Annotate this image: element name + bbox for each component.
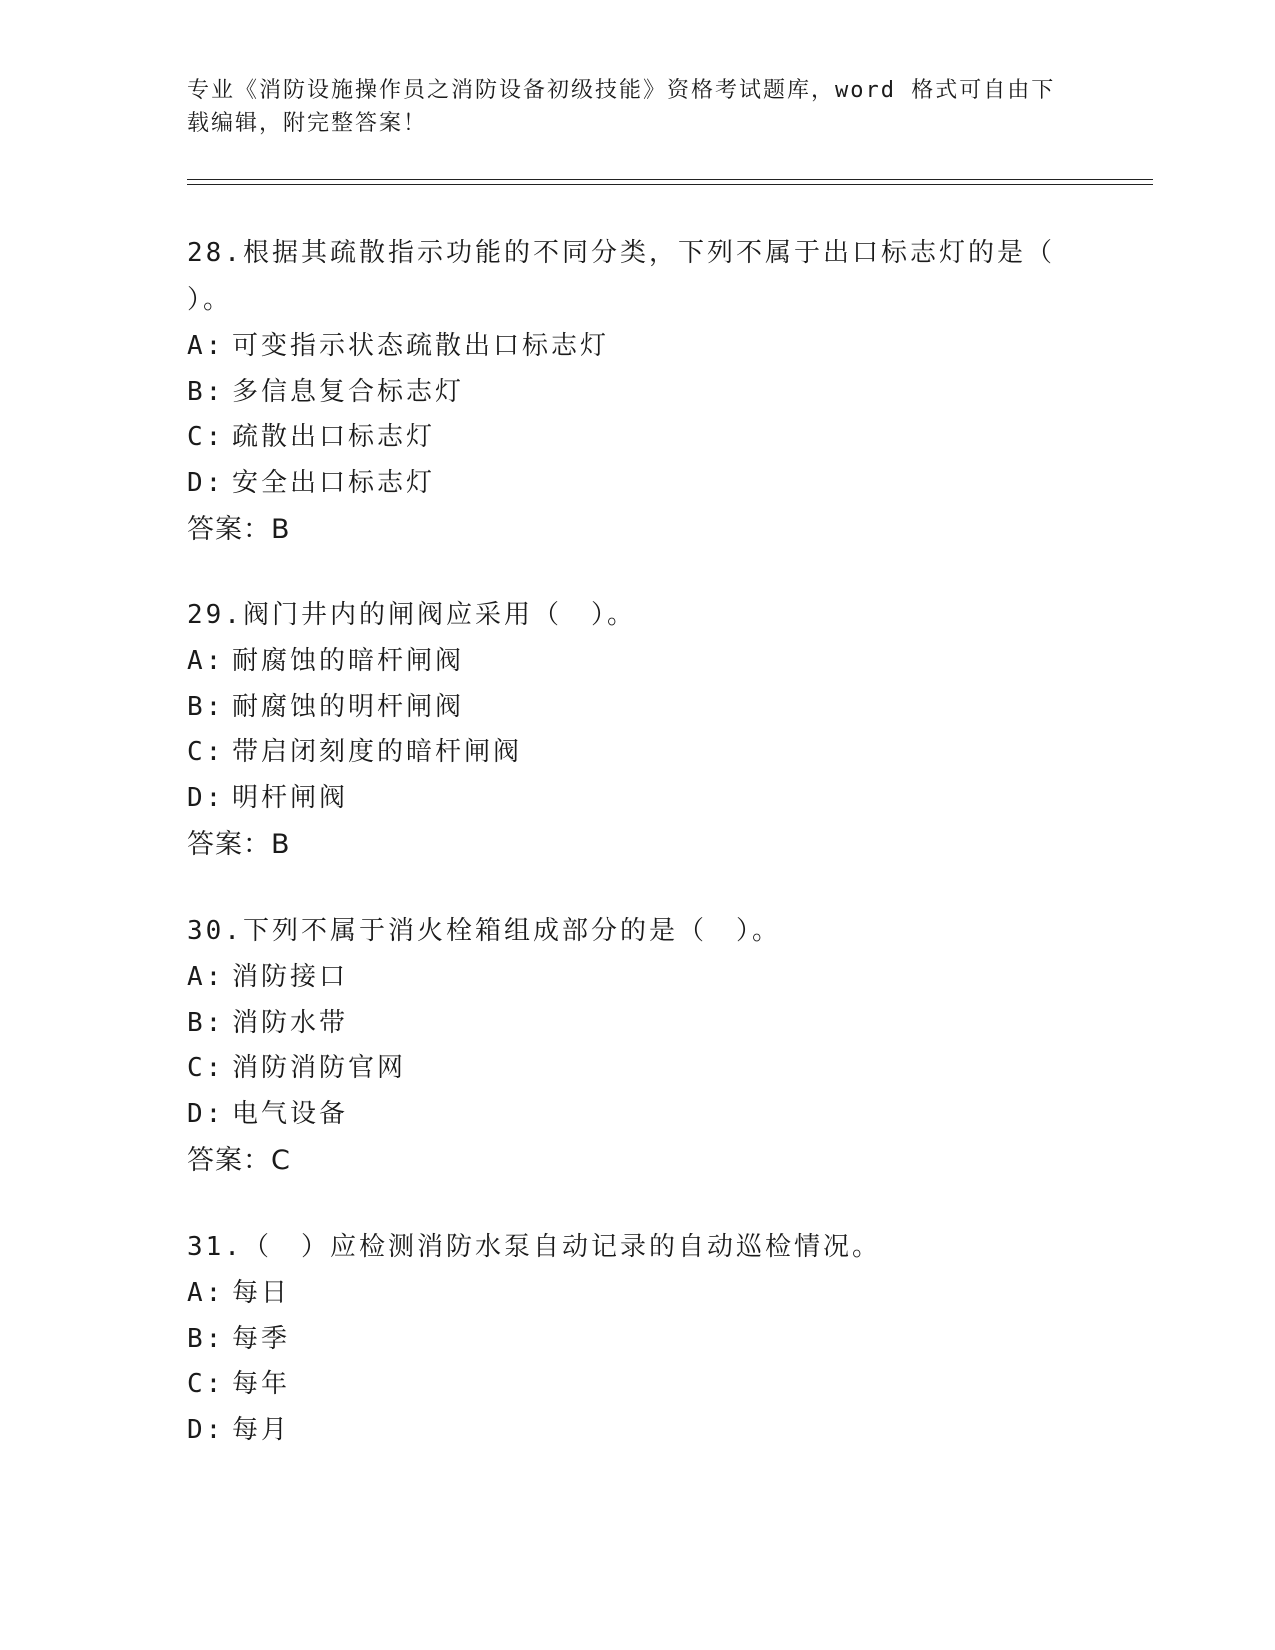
option-a [187,639,1067,685]
option-letter: C: [187,1369,225,1399]
question-text-line-1: 28.根据其疏散指示功能的不同分类，下列不属于出口标志灯的是（ [187,238,1055,268]
option-b [187,370,1067,416]
option-letter: A: [187,331,225,361]
option-text: 电气设备 [232,1098,349,1129]
option-b [187,1001,1067,1047]
option-letter: C: [187,1053,225,1083]
option-letter: D: [187,1098,225,1129]
question-31 [187,1224,1067,1453]
option-c [187,1046,1067,1092]
header-line-2: 载编辑，附完整答案！ [187,111,428,136]
question-text-line-1: 31.（ ）应检测消防水泵自动记录的自动巡检情况。 [187,1232,881,1262]
option-b [187,685,1067,731]
option-letter: B: [187,691,225,722]
question-text-line-1: 30.下列不属于消火栓箱组成部分的是（ ）。 [187,916,781,946]
option-letter: B: [187,1007,225,1038]
header-divider-top [187,179,1153,180]
option-text: 每月 [232,1414,291,1445]
option-text: 耐腐蚀的暗杆闸阀 [232,646,465,676]
option-b [187,1317,1067,1363]
question-30 [187,908,1067,1184]
document-header [187,74,1077,140]
option-text: 每日 [232,1278,291,1308]
option-d [187,461,1067,507]
option-letter: A: [187,962,225,992]
option-d [187,776,1067,822]
option-letter: D: [187,782,225,813]
answer-line: 答案：B [187,829,291,860]
option-a [187,324,1067,370]
option-text: 消防接口 [232,962,349,992]
option-c [187,415,1067,461]
option-d [187,1092,1067,1138]
question-text-line-1: 29.阀门井内的闸阀应采用（ ）。 [187,600,636,630]
answer-line: 答案：C [187,1145,291,1176]
question-28 [187,230,1067,553]
option-text: 耐腐蚀的明杆闸阀 [232,691,465,722]
option-letter: D: [187,1414,225,1445]
option-text: 消防消防官网 [232,1053,407,1083]
option-text: 消防水带 [232,1007,349,1038]
answer-line: 答案：B [187,514,291,545]
option-letter: A: [187,646,225,676]
option-text: 多信息复合标志灯 [232,376,465,407]
option-d [187,1408,1067,1454]
option-letter: B: [187,376,225,407]
option-letter: C: [187,737,225,767]
option-c [187,1362,1067,1408]
option-text: 每季 [232,1323,291,1354]
option-letter: D: [187,467,225,498]
option-a [187,1271,1067,1317]
option-text: 每年 [232,1369,291,1399]
option-letter: B: [187,1323,225,1354]
header-line-1: 专业《消防设施操作员之消防设备初级技能》资格考试题库，word 格式可自由下 [187,78,1056,103]
question-text-line-2: ）。 [187,285,233,315]
option-letter: C: [187,422,225,452]
option-text: 可变指示状态疏散出口标志灯 [232,331,610,361]
question-29 [187,592,1067,868]
option-c [187,730,1067,776]
option-text: 带启闭刻度的暗杆闸阀 [232,737,523,767]
option-text: 明杆闸阀 [232,782,349,813]
option-text: 疏散出口标志灯 [232,422,436,452]
header-divider-bottom [187,184,1153,185]
option-a [187,955,1067,1001]
option-text: 安全出口标志灯 [232,467,436,498]
option-letter: A: [187,1278,225,1308]
